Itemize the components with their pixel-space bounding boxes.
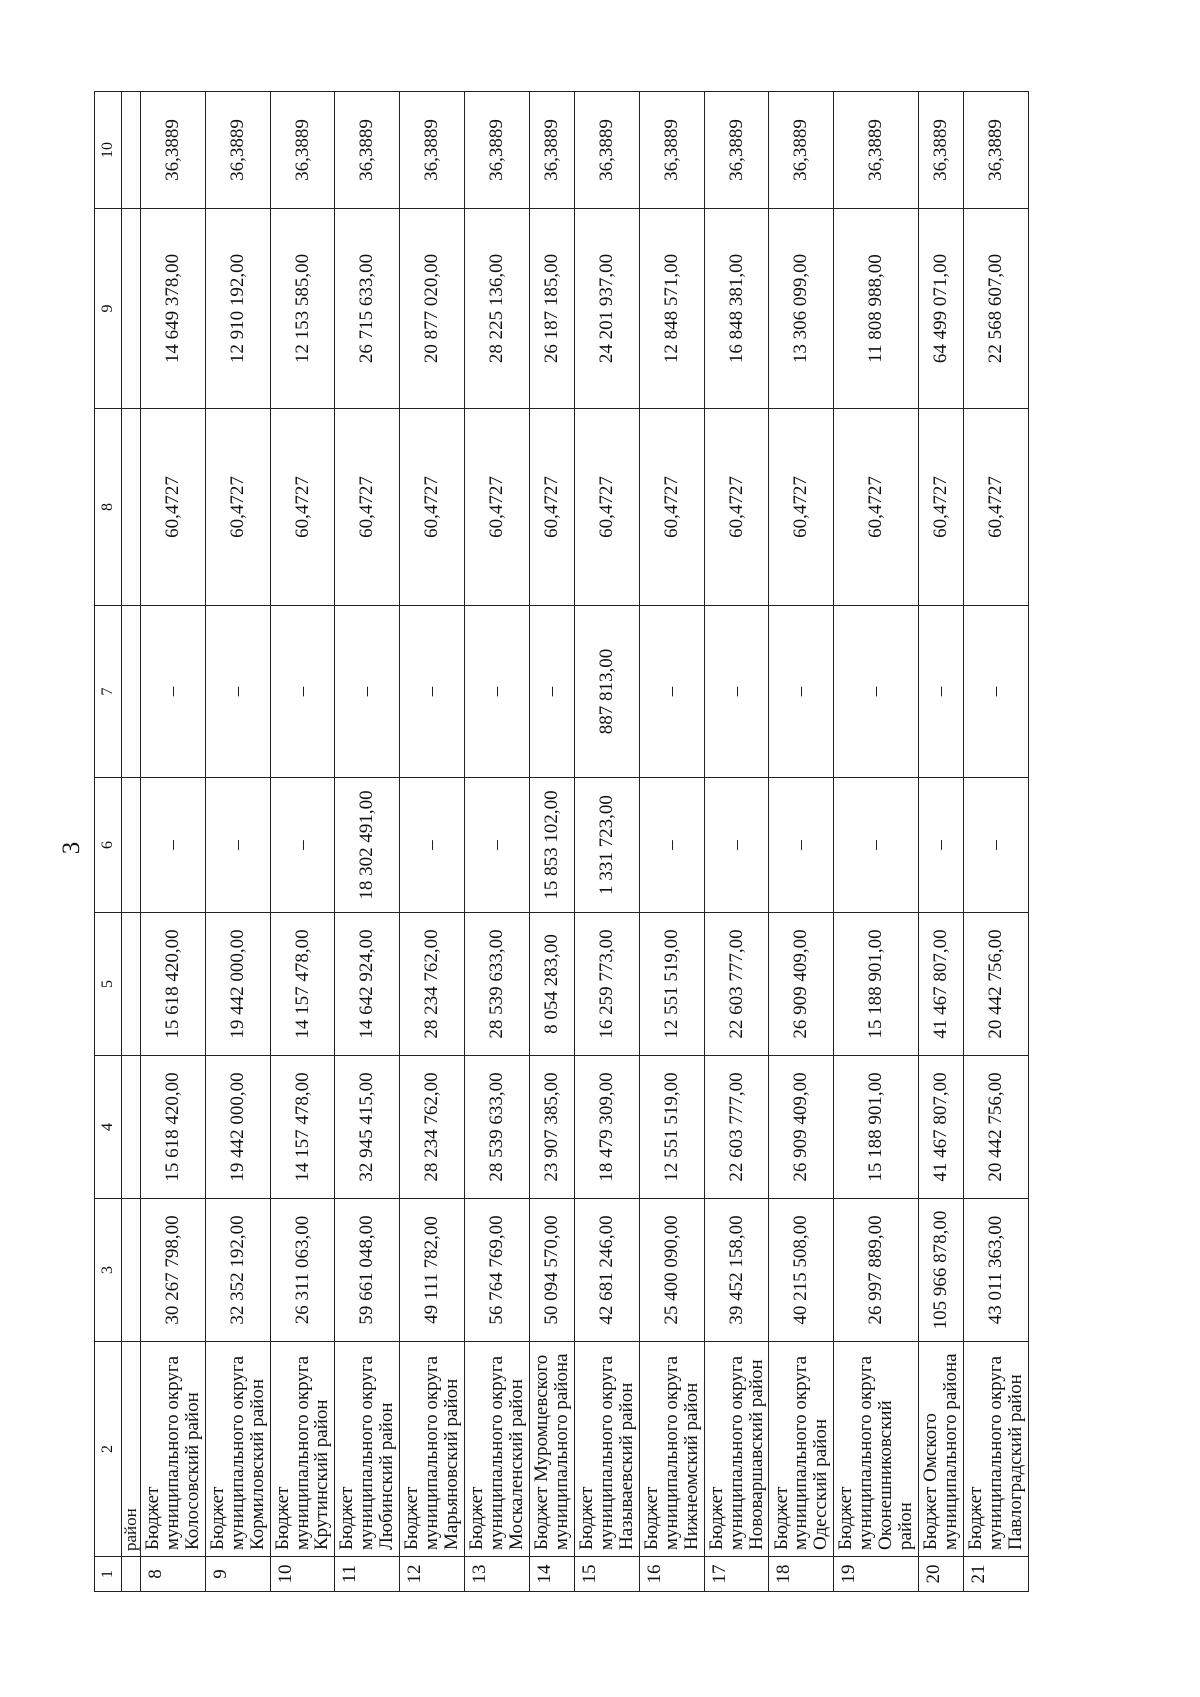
- col-3-value: 49 111 782,00: [400, 1199, 465, 1342]
- col-3-value: 56 764 769,00: [465, 1199, 530, 1342]
- row-number: 21: [964, 1557, 1029, 1592]
- column-number-8: 8: [95, 409, 122, 606]
- col-3-value: 39 452 158,00: [704, 1199, 769, 1342]
- col-9-value: 12 910 192,00: [205, 209, 270, 409]
- col-4-value: 28 234 762,00: [400, 1056, 465, 1199]
- col-3-value: 40 215 508,00: [769, 1199, 834, 1342]
- table-row: [574, 92, 639, 1592]
- col-9-value: 16 848 381,00: [704, 209, 769, 409]
- col-9-value: 12 153 585,00: [270, 209, 335, 409]
- col-3-value: 26 997 889,00: [834, 1199, 919, 1342]
- col-4-value: 41 467 807,00: [919, 1056, 964, 1199]
- column-number-10: 10: [95, 92, 122, 209]
- table-row: [964, 92, 1029, 1592]
- col-8-value: 60,4727: [400, 409, 465, 606]
- col-5-value: 15 188 901,00: [834, 913, 919, 1056]
- recipient-name: Бюджет муниципального округа Нижнеомский район: [639, 1342, 704, 1557]
- col-7-value: –: [919, 606, 964, 778]
- recipient-name: Бюджет Омского муниципального района: [919, 1342, 964, 1557]
- recipient-name: Бюджет муниципального округа Нововаршавский район: [704, 1342, 769, 1557]
- col-8-value: 60,4727: [704, 409, 769, 606]
- table-row: [769, 92, 834, 1592]
- table-body: [122, 92, 1029, 1592]
- table-row: [140, 92, 205, 1592]
- col-3-value: 42 681 246,00: [574, 1199, 639, 1342]
- rotated-table-container: [94, 92, 1029, 1592]
- col-10-value: 36,3889: [205, 92, 270, 209]
- row-number: 14: [530, 1557, 575, 1592]
- col-4-value: 26 909 409,00: [769, 1056, 834, 1199]
- column-number-7: 7: [95, 606, 122, 778]
- col-3-value: 105 966 878,00: [919, 1199, 964, 1342]
- col-5-value: 16 259 773,00: [574, 913, 639, 1056]
- row-number: 15: [574, 1557, 639, 1592]
- col-10-value: 36,3889: [465, 92, 530, 209]
- col-7-value: –: [834, 606, 919, 778]
- table-row: [639, 92, 704, 1592]
- col-4-value: 14 157 478,00: [270, 1056, 335, 1199]
- col-9-value: 14 649 378,00: [140, 209, 205, 409]
- table-row: [205, 92, 270, 1592]
- table-row: [834, 92, 919, 1592]
- col-5-value: 19 442 000,00: [205, 913, 270, 1056]
- col-4-value: 18 479 309,00: [574, 1056, 639, 1199]
- row-number: 10: [270, 1557, 335, 1592]
- col-6-value: –: [769, 778, 834, 913]
- table-row: [919, 92, 964, 1592]
- recipient-name: Бюджет муниципального округа Одесский район: [769, 1342, 834, 1557]
- column-number-row: [95, 92, 122, 1592]
- col-7-value: –: [270, 606, 335, 778]
- col-8-value: 60,4727: [140, 409, 205, 606]
- col-9-value: 22 568 607,00: [964, 209, 1029, 409]
- col-7-value: –: [205, 606, 270, 778]
- column-number-6: 6: [95, 778, 122, 913]
- col-5-value: 28 234 762,00: [400, 913, 465, 1056]
- col-7-value: –: [530, 606, 575, 778]
- col-3-value: 30 267 798,00: [140, 1199, 205, 1342]
- col-7-value: –: [140, 606, 205, 778]
- recipient-name: Бюджет муниципального округа Кормиловский район: [205, 1342, 270, 1557]
- continuation-row: [122, 92, 141, 1592]
- col-5-value: 12 551 519,00: [639, 913, 704, 1056]
- col-7-value: –: [400, 606, 465, 778]
- row-number: 16: [639, 1557, 704, 1592]
- table-row: [400, 92, 465, 1592]
- col-3-value: 25 400 090,00: [639, 1199, 704, 1342]
- col-6-value: –: [140, 778, 205, 913]
- column-number-9: 9: [95, 209, 122, 409]
- col-9-value: 26 715 633,00: [335, 209, 400, 409]
- column-number-5: 5: [95, 913, 122, 1056]
- col-7-value: –: [639, 606, 704, 778]
- page-number: 3: [58, 841, 85, 855]
- table-row: [704, 92, 769, 1592]
- col-10-value: 36,3889: [639, 92, 704, 209]
- col-6-value: 1 331 723,00: [574, 778, 639, 913]
- col-9-value: 11 808 988,00: [834, 209, 919, 409]
- table-row: [465, 92, 530, 1592]
- row-number: 8: [140, 1557, 205, 1592]
- col-6-value: –: [205, 778, 270, 913]
- col-9-value: 20 877 020,00: [400, 209, 465, 409]
- col-8-value: 60,4727: [335, 409, 400, 606]
- col-8-value: 60,4727: [639, 409, 704, 606]
- col-10-value: 36,3889: [704, 92, 769, 209]
- col-3-value: 32 352 192,00: [205, 1199, 270, 1342]
- col-6-value: 15 853 102,00: [530, 778, 575, 913]
- recipient-name: Бюджет муниципального округа Крутинский район: [270, 1342, 335, 1557]
- col-10-value: 36,3889: [400, 92, 465, 209]
- col-5-value: 41 467 807,00: [919, 913, 964, 1056]
- recipient-name: Бюджет муниципального округа Колосовский район: [140, 1342, 205, 1557]
- col-9-value: 64 499 071,00: [919, 209, 964, 409]
- row-number: 11: [335, 1557, 400, 1592]
- row-number: 20: [919, 1557, 964, 1592]
- col-10-value: 36,3889: [919, 92, 964, 209]
- recipient-name: Бюджет муниципального округа Павлоградский район: [964, 1342, 1029, 1557]
- col-3-value: 50 094 570,00: [530, 1199, 575, 1342]
- column-number-3: 3: [95, 1199, 122, 1342]
- recipient-name: Бюджет муниципального округа Называевский район: [574, 1342, 639, 1557]
- table-row: [270, 92, 335, 1592]
- col-10-value: 36,3889: [335, 92, 400, 209]
- col-3-value: 59 661 048,00: [335, 1199, 400, 1342]
- col-7-value: –: [704, 606, 769, 778]
- col-6-value: –: [270, 778, 335, 913]
- col-5-value: 8 054 283,00: [530, 913, 575, 1056]
- col-10-value: 36,3889: [140, 92, 205, 209]
- column-number-2: 2: [95, 1342, 122, 1557]
- col-4-value: 12 551 519,00: [639, 1056, 704, 1199]
- recipient-name: Бюджет муниципального округа Оконешниковский район: [834, 1342, 919, 1557]
- col-8-value: 60,4727: [769, 409, 834, 606]
- col-9-value: 28 225 136,00: [465, 209, 530, 409]
- col-8-value: 60,4727: [205, 409, 270, 606]
- col-10-value: 36,3889: [270, 92, 335, 209]
- col-4-value: 28 539 633,00: [465, 1056, 530, 1199]
- col-10-value: 36,3889: [530, 92, 575, 209]
- recipient-name: Бюджет муниципального округа Марьяновский район: [400, 1342, 465, 1557]
- col-6-value: –: [964, 778, 1029, 913]
- col-10-value: 36,3889: [769, 92, 834, 209]
- col-7-value: –: [769, 606, 834, 778]
- col-10-value: 36,3889: [834, 92, 919, 209]
- col-5-value: 28 539 633,00: [465, 913, 530, 1056]
- recipient-name: Бюджет Муромцевского муниципального района: [530, 1342, 575, 1557]
- col-6-value: –: [919, 778, 964, 913]
- col-5-value: 14 157 478,00: [270, 913, 335, 1056]
- row-number: 18: [769, 1557, 834, 1592]
- col-10-value: 36,3889: [574, 92, 639, 209]
- col-8-value: 60,4727: [834, 409, 919, 606]
- table-row: [530, 92, 575, 1592]
- col-7-value: –: [964, 606, 1029, 778]
- col-5-value: 26 909 409,00: [769, 913, 834, 1056]
- col-8-value: 60,4727: [574, 409, 639, 606]
- col-8-value: 60,4727: [919, 409, 964, 606]
- col-4-value: 23 907 385,00: [530, 1056, 575, 1199]
- budget-table: [94, 91, 1029, 1592]
- col-5-value: 14 642 924,00: [335, 913, 400, 1056]
- row-number: 13: [465, 1557, 530, 1592]
- col-7-value: 887 813,00: [574, 606, 639, 778]
- row-number: 9: [205, 1557, 270, 1592]
- col-9-value: 13 306 099,00: [769, 209, 834, 409]
- column-number-4: 4: [95, 1056, 122, 1199]
- col-4-value: 20 442 756,00: [964, 1056, 1029, 1199]
- col-4-value: 15 188 901,00: [834, 1056, 919, 1199]
- col-3-value: 26 311 063,00: [270, 1199, 335, 1342]
- col-5-value: 22 603 777,00: [704, 913, 769, 1056]
- recipient-name: Бюджет муниципального округа Москаленский район: [465, 1342, 530, 1557]
- col-6-value: –: [400, 778, 465, 913]
- col-8-value: 60,4727: [530, 409, 575, 606]
- col-8-value: 60,4727: [270, 409, 335, 606]
- col-6-value: 18 302 491,00: [335, 778, 400, 913]
- col-9-value: 12 848 571,00: [639, 209, 704, 409]
- col-6-value: –: [465, 778, 530, 913]
- col-6-value: –: [704, 778, 769, 913]
- col-9-value: 26 187 185,00: [530, 209, 575, 409]
- continuation-text: район: [122, 1342, 141, 1557]
- col-9-value: 24 201 937,00: [574, 209, 639, 409]
- col-6-value: –: [834, 778, 919, 913]
- column-number-1: 1: [95, 1557, 122, 1592]
- col-10-value: 36,3889: [964, 92, 1029, 209]
- col-4-value: 22 603 777,00: [704, 1056, 769, 1199]
- col-7-value: –: [465, 606, 530, 778]
- col-4-value: 15 618 420,00: [140, 1056, 205, 1199]
- col-5-value: 20 442 756,00: [964, 913, 1029, 1056]
- col-6-value: –: [639, 778, 704, 913]
- row-number: 19: [834, 1557, 919, 1592]
- continuation-num-cell: [122, 1557, 141, 1592]
- recipient-name: Бюджет муниципального округа Любинский район: [335, 1342, 400, 1557]
- col-8-value: 60,4727: [964, 409, 1029, 606]
- col-3-value: 43 011 363,00: [964, 1199, 1029, 1342]
- col-7-value: –: [335, 606, 400, 778]
- row-number: 17: [704, 1557, 769, 1592]
- table-row: [335, 92, 400, 1592]
- col-8-value: 60,4727: [465, 409, 530, 606]
- col-5-value: 15 618 420,00: [140, 913, 205, 1056]
- row-number: 12: [400, 1557, 465, 1592]
- col-4-value: 19 442 000,00: [205, 1056, 270, 1199]
- col-4-value: 32 945 415,00: [335, 1056, 400, 1199]
